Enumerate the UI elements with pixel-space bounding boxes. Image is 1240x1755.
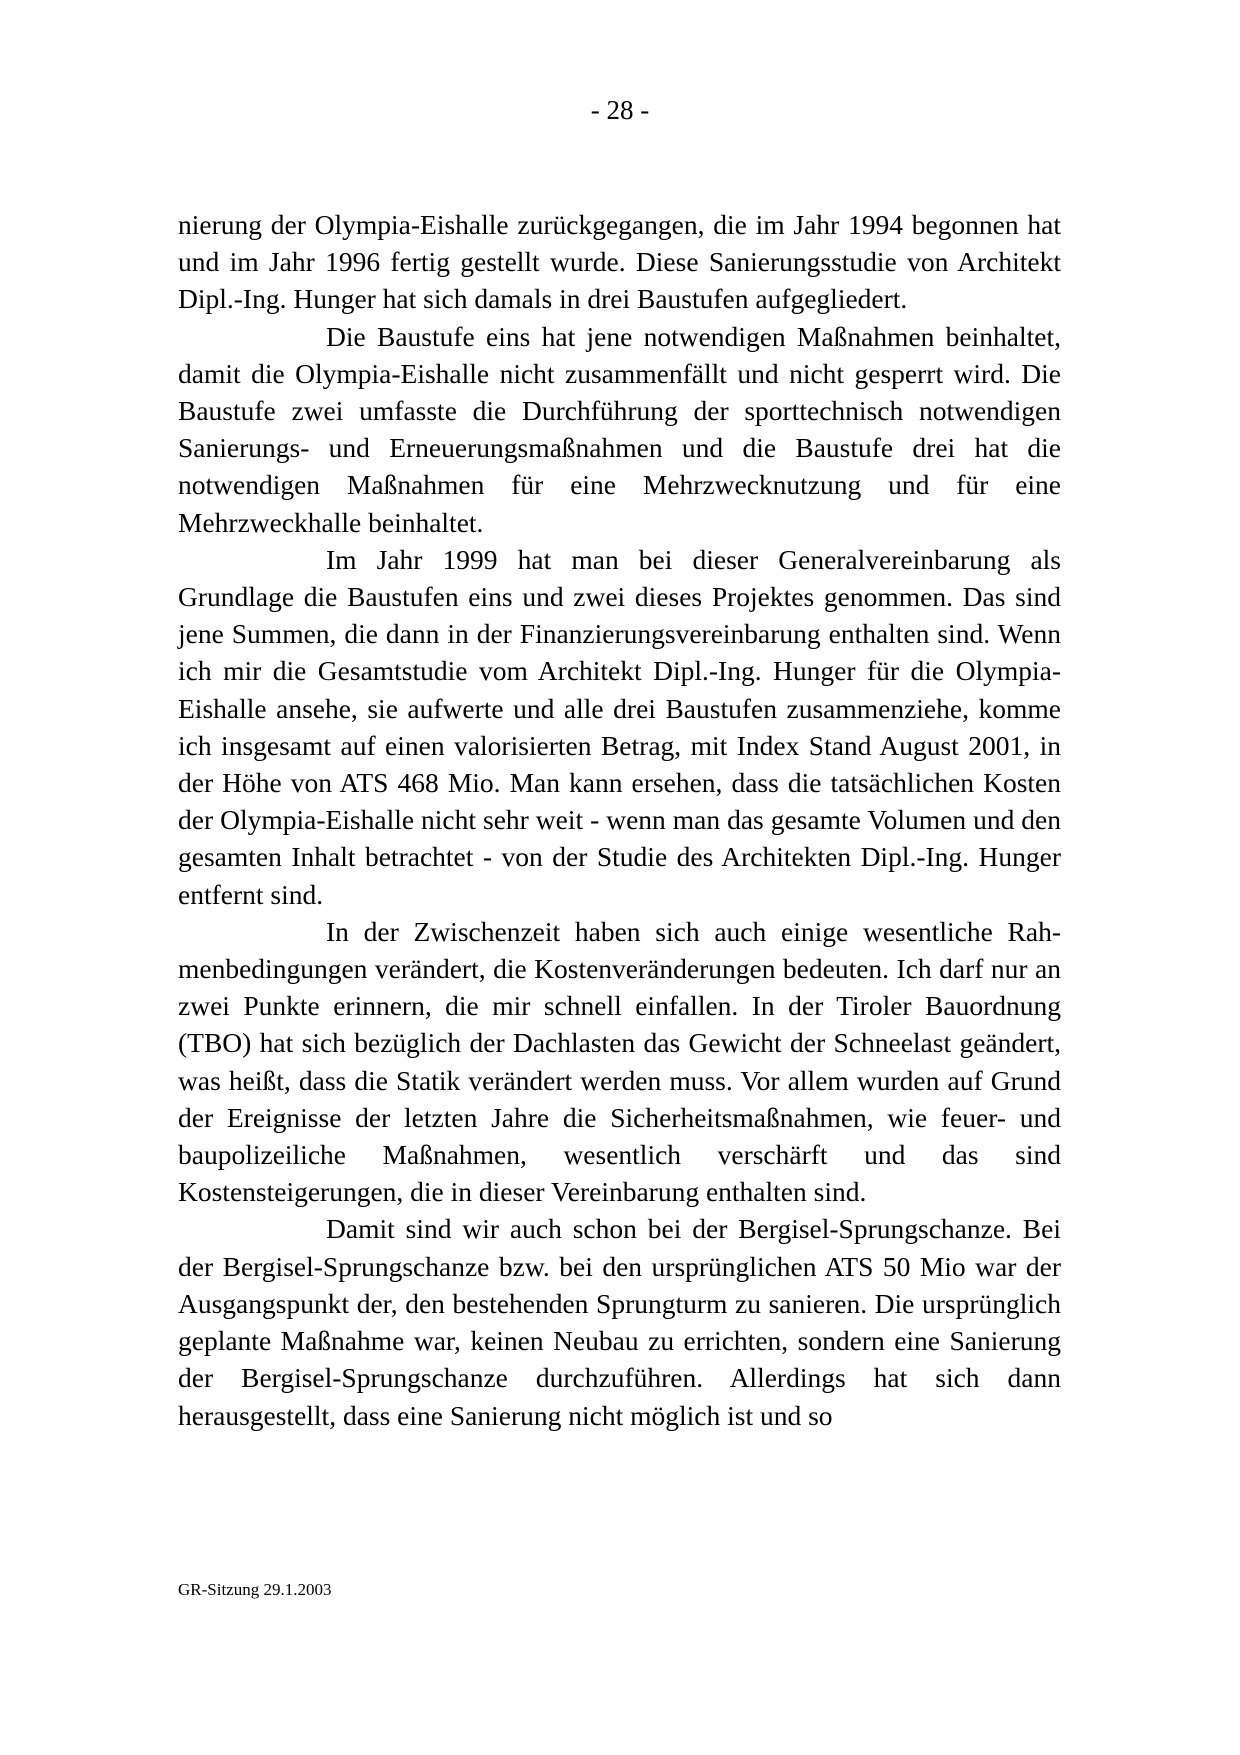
page-footer: GR-Sitzung 29.1.2003: [178, 1580, 332, 1599]
paragraph: Die Baustufe eins hat jene notwendigen Maßnahmen beinhaltet, damit die Olympia-Eishalle nicht zusammenfällt und nicht gesperrt wird. Die Baustufe zwei umfasste die Durchführung der sporttechnisch notwendigen Sanierungs- und Erneuerungsmaßnahmen und die Baustufe drei hat die notwendigen Maßnahmen für eine Mehrzwecknutzung und für eine Mehrzweckhalle beinhaltet.: [178, 320, 1061, 538]
document-body: [178, 206, 1061, 1434]
page-number: - 28 -: [590, 95, 650, 125]
paragraph: Damit sind wir auch schon bei der Bergisel-Sprungschanze. Bei der Bergisel-Sprungschanze bzw. bei den ursprünglichen ATS 50 Mio war der Ausgangspunkt der, den bestehenden Sprungturm zu sanieren. Die ursprünglich geplante Maßnahme war, keinen Neubau zu errichten, sondern eine Sanierung der Bergisel-Sprungschanze durchzuführen. Allerdings hat sich dann herausgestellt, dass eine Sanierung nicht möglich ist und so: [178, 1213, 1061, 1431]
paragraph: In der Zwischenzeit haben sich auch einige wesentliche Rahmenbedingungen verändert, die Kostenveränderungen bedeuten. Ich darf nur an zwei Punkte erinnern, die mir schnell einfallen. In der Tiroler Bauordnung (TBO) hat sich bezüglich der Dachlasten das Gewicht der Schneelast geändert, was heißt, dass die Statik verändert werden muss. Vor allem wurden auf Grund der Ereignisse der letzten Jahre die Sicherheitsmaßnahmen, wie feuer- und baupolizeiliche Maßnahmen, wesentlich verschärft und das sind Kostensteigerungen, die in dieser Vereinbarung enthalten sind.: [178, 915, 1061, 1208]
paragraph: Im Jahr 1999 hat man bei dieser Generalvereinbarung als Grundlage die Baustufen eins und zwei dieses Projektes genommen. Das sind jene Summen, die dann in der Finanzierungsvereinbarung enthalten sind. Wenn ich mir die Gesamtstudie vom Architekt Dipl.-Ing. Hunger für die Olympia-Eishalle ansehe, sie aufwerte und alle drei Baustufen zusammenziehe, komme ich insgesamt auf einen valorisierten Betrag, mit Index Stand August 2001, in der Höhe von ATS 468 Mio. Man kann ersehen, dass die tatsächlichen Kosten der Olympia-Eishalle nicht sehr weit - wenn man das gesamte Volumen und den gesamten Inhalt betrachtet - von der Studie des Architekten Dipl.-Ing. Hunger entfernt sind.: [178, 543, 1061, 910]
paragraph: nierung der Olympia-Eishalle zurückgegangen, die im Jahr 1994 begonnen hat und im Jahr 1996 fertig gestellt wurde. Diese Sanierungsstudie von Architekt Dipl.-Ing. Hunger hat sich damals in drei Baustufen aufgegliedert.: [178, 209, 1061, 315]
